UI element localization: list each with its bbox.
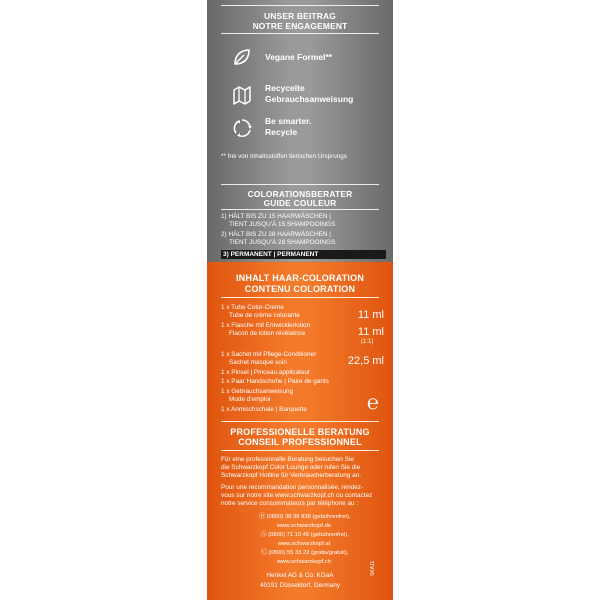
contents-title-de: INHALT HAAR-COLORATION (235, 273, 365, 283)
guide-level-2: 2) HÄLT BIS ZU 28 HAARWÄSCHEN | TIENT JUSQU'À 28 SHAMPOOINGS (221, 231, 336, 246)
divider (221, 421, 379, 422)
website-de: www.schwarzkopf.de (276, 523, 332, 529)
amount-developer: 11 ml (357, 326, 384, 338)
advice-title-fr: CONSEIL PROFESSIONNEL (238, 437, 362, 447)
amount-conditioner: 22,5 ml (347, 355, 384, 367)
vegan-footnote: ** frei von Inhaltsstoffen tierischen Ursprungs (221, 153, 347, 160)
feature-recycled-manual: Recycelte Gebrauchsanweisung (265, 83, 354, 104)
leaf-icon (231, 46, 253, 68)
content-item-brush: 1 x Pinsel | Pinceau applicateur (221, 369, 311, 376)
developer-ratio: (1:1) (361, 339, 374, 345)
contents-title-fr: CONTENU COLORATION (244, 284, 356, 294)
guide-level-1: 1) HÄLT BIS ZU 15 HAARWÄSCHEN | TIENT JUSQU'À 15 SHAMPOOINGS (221, 213, 336, 228)
divider (221, 297, 379, 298)
company-address: 40191 Düsseldorf, Germany (260, 582, 340, 589)
product-code: SKA11 (370, 560, 376, 576)
guide-title-fr: GUIDE COULEUR (263, 198, 337, 208)
divider (221, 33, 379, 34)
contribution-title-de: UNSER BEITRAG (264, 11, 336, 21)
hotline-de: Ⓓ(0800) 38 38 838 (gebührenfrei), (258, 513, 351, 520)
content-item-color-cream: 1 x Tube Color-Creme Tube de crème colorante (221, 304, 300, 319)
product-info-panel (207, 0, 393, 600)
divider (221, 450, 379, 451)
advice-text-de: Für eine professionelle Beratung besuchen Sie die Schwarzkopf Color Lounge oder rufen Sie die Schwarzkopf Hotline für Verbraucherberatung an. (221, 456, 361, 480)
guide-title-de: COLORATIONSBERATER (247, 189, 353, 199)
advice-title-de: PROFESSIONELLE BERATUNG (230, 427, 370, 437)
content-item-developer: 1 x Flasche mit Entwicklerlotion Flacon de lotion révélatrice (221, 322, 311, 337)
hotline-at: Ⓐ(0800) 71 10 46 (gebührenfrei), (260, 531, 349, 538)
content-item-conditioner: 1 x Sachet mit Pflege-Conditioner Sachet masque soin (221, 351, 317, 366)
divider (221, 184, 379, 185)
company-name: Henkel AG & Co. KGaA (266, 572, 334, 579)
contribution-title-fr: NOTRE ENGAGEMENT (252, 21, 348, 31)
divider (221, 5, 379, 6)
website-at: www.schwarzkopf.at (277, 541, 331, 547)
guide-level-selected: 3) PERMANENT | PERMANENT (221, 250, 386, 259)
content-item-bowl: 1 x Anmischschale | Barquette (221, 406, 307, 413)
estimated-mark-icon: ℮ (367, 392, 380, 414)
map-icon (231, 84, 253, 106)
advice-text-fr: Pour une recommandation personnalisée, rendez- vous sur notre site www.schwarzkopf.ch ou contactez notre service consommateurs par téléphone au : (221, 484, 373, 508)
content-item-manual: 1 x Gebrauchsanweisung Mode d'emploi (221, 388, 294, 403)
amount-color-cream: 11 ml (357, 309, 384, 321)
content-item-gloves: 1 x Paar Handschuhe | Paire de gants (221, 378, 329, 385)
hotline-ch: Ⓒ(0800) 55 33 22 (gratis/gratuit), (260, 549, 349, 556)
recycle-icon (231, 117, 253, 139)
divider (221, 209, 379, 210)
feature-vegan: Vegane Formel** (265, 52, 333, 62)
feature-recycle: Be smarter. Recycle (265, 116, 312, 137)
website-ch: www.schwarzkopf.ch (277, 559, 331, 565)
